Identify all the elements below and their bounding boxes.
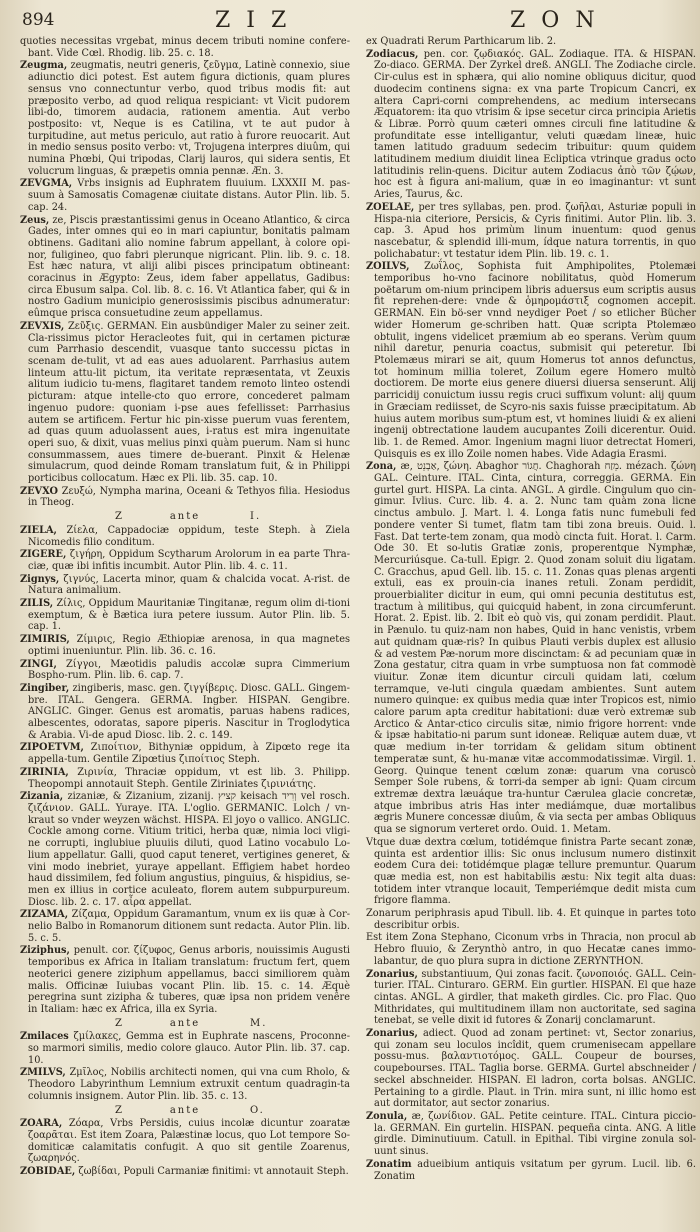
- entry-text: Ζευξώ, Nympha marina, Oceani & Tethyos filia. Hesiodus in Theog.: [28, 485, 350, 509]
- right-column: [366, 36, 696, 1183]
- dictionary-entry: [366, 461, 696, 836]
- dictionary-entry: [20, 36, 350, 59]
- dictionary-entry: [366, 49, 696, 201]
- entry-headword: Zona,: [366, 461, 397, 473]
- entry-text: æ, אַבְנֵט, ζώνη. Abaghor חֲגוֹר. Chaghorah מֵזַח. mézach. ζώνη GAL. Ceinture. ITAL. Cinta, cintura, correggia. GERMA. Ein gurtel gurt. HISPA. La cinta. ANGL. A girdle. Cingulum quo cin-gimur. Ivlius. Curc. lib. 4. a. 2. Nunc tam quàm zona licne cinctus ambulo. J. Mart. l. 4. Longa fatis nunc fumebuli fed pondere venter Si tumet, flatm tam tibi zona breuis. Ouid. l. Fast. Dat terte-tem zonam, qua modò cincta fuit. Horat. l. Carm. Ode 30. Et so-lutis Gratiæ zonis, properentque Nymphæ, Mercuriúsque. Ca-tull. Epigr. 2. Quod zonam soluit diu ligatam. C. Gracchus, apud Gell. lib. 15. c. 11. Zonas quas plenas argenti extuli, eas ex prouin-cia inanes retuli. Zonam perdidit, prouerbialiter dicitur in eum, qui omni pecunia destitutus est, tractum à militibus, qui quicquid habent, in zona circumferunt. Horat. 2. Epist. lib. 2. Ibit eò quò vis, qui zonam perdidit. Plaut. in Pænulo. tu quiz-nam non habes, Quid in hanc venistis, vrbem aut quidnam quæ-ris? In quibus Plauti verbis duplex est allusio & ad vestem Pæ-norum more discinctam: & ad pecuniam quæ in Zona gestatur, citra quam in vrbe sumptuosa non fat commodè viuitur. Zonæ item dicuntur circuli quidam lati, cœlum terramque, ve-luti cingula quædam ambientes. Sunt autem numero quinque: ex quibus media quæ inter Tropicos est, nimio calore parum apta creditur habitationi: duæ verò extremæ sub Arctico & Antar-ctico circulis sitæ, nimio frigore horrent: vnde & ipsæ habitatio-ni parum sunt idoneæ. Reliquæ autem duæ, vt quæ medium in-ter torridam & gelidam situm obtinent temperatæ sunt, & hu-manæ vitæ accommodatissimæ. Virgil. 1. Georg. Quinque tenent cœlum zonæ: quarum vna coruscò Semper Sole rubens, & torri-da semper ab igni: Quam circum extremæ dextra læuáque tra-huntur Cærulea glacie concretæ, atque imbribus atris Has inter mediámque, duæ mortalibus ægris Munere concessæ diuûm, & via secta per ambas Obliquus qua se signorum verteret ordo. Ouid. 1. Metam.: [374, 461, 696, 836]
- entry-text: Ζιποίτιον, Bithyniæ oppidum, à Zipœto rege ita appella-tum. Gentile Zipœtius ζιποίτιος Steph.: [28, 742, 350, 766]
- dictionary-entry: [20, 791, 350, 908]
- entry-text: penult. cor. ζίζυφος, Genus arboris, nouissimis Augusti temporibus ex Africa in Italiam translatum: fructum fert, quem neoterici genere ziziphum appellamus, bacci similiorem quàm malis. Officinæ Iuiubas vocant Plin. lib. 15. c. 14. Æquè peregrina sunt zizipha & tuberes, quæ ipsa non pridem venêre in Italiam: hæc ex Africa, illa ex Syria.: [28, 945, 350, 1015]
- entry-headword: ZIELA,: [20, 524, 57, 536]
- dictionary-entry: [20, 909, 350, 944]
- entry-headword: Zeus,: [20, 214, 50, 226]
- entry-text: per tres syllabas, pen. prod. ζωῆλαι, Asturiæ populi in Hispa-nia citeriore, Persicis, & Cyris finitimi. Autor Plin. lib. 3. cap. 3. Apud hos primùm linum inuentum: quod genus nascebatur, & splendid illi-mum, ídque natura torrentis, in quo polichabatur: vt testatur idem Plin. lib. 19. c. 1.: [374, 201, 696, 260]
- entry-text: Vrbs insignis ad Euphratem fluuium. LXXXII M. pas-suum à Samosatis Comagenæ ciuitate distans. Autor Plin. lib. 5. cap. 24.: [28, 178, 350, 213]
- entry-headword: Zonula,: [366, 1110, 408, 1122]
- entry-headword: ZMILVS,: [20, 1067, 66, 1079]
- divider-left: Z: [115, 1017, 124, 1029]
- dictionary-entry: [20, 659, 350, 682]
- entry-headword: ZEVXIS,: [20, 320, 65, 332]
- dictionary-entry: [20, 525, 350, 548]
- entry-text: zizaniæ, & Zizanium, zizanij. קציץ keisach וְרִיד vel rosch. ζιζάνιον. GALL. Yuraye. ITA. L'oglio. GERMANIC. Lolch / vn-kraut so vnder weyzen wächst. HISPA. El joyo o vallico. ANGLIC. Cockle among corne. Vitium tritici, herba quæ, nimia loci vligi-ne corrupti, inglubiue pluuiis diluti, quod Latino vocabulo Lo-lium appellatur. Galli, quod caput teneret, vertigines generet, & vini modo inebriet, yuraye appellant. Effigiem habet hordeo haud dissimilem, fed folium angustius, pinguius, & hispidius, se-men ex illius in cortice aculeato, florem autem subpurpureum. Diosc. lib. 2. c. 17. αἶρα appellat.: [28, 791, 350, 908]
- entry-headword: ZOARA,: [20, 1118, 63, 1130]
- dictionary-entry: [366, 1159, 696, 1182]
- entry-headword: ZINGI,: [20, 658, 57, 670]
- entry-text: Ζίλις, Oppidum Mauritaniæ Tingitanæ, regum olim di-tioni exemptum, & è Bætica iura petere iussum. Autor Plin. lib. 5. cap. 1.: [28, 598, 350, 633]
- entry-text: adueibium antiquis vsitatum per gyrum. Lucil. lib. 6. Zonatim: [374, 1158, 696, 1182]
- entry-text: pen. cor. ζῳδιακός. GAL. Zodiaque. ITA. & HISPAN. Zo-diaco. GERMA. Der Zyrkel dreß. ANGLI. The Zodiache circle. Cir-culus est in sphæra, qui alio nomine obliquus dicitur, quod duodecim continens signa: ex vna parte Tropicum Cancri, ex altera Capri-corni comprehendens, ac medium intersecans Æquatorem: ita quo vtrisim & ipse secetur circa principia Arietis & Libræ. Porrò quum cæteri omnes circuli fine latitudine & profunditate esse intelligantur, veluti quædam lineæ, huic tamen latitudo graduum sedecim tribuitur: quum quidem latitudinem medium diuidit linea Ecliptica vtrinque gradus octo latitudinis relin-quens. Dicitur autem Zodiacus ἀπὸ τῶν ζῴων, hoc est à figura ani-malium, quæ in eo imaginantur: vt sunt Aries, Taurus, &c.: [374, 48, 696, 201]
- entry-headword: ZEVXO: [20, 485, 59, 497]
- divider-left: Z: [115, 511, 124, 523]
- entry-text: Ζμῖλος, Nobilis architecti nomen, qui vna cum Rholo, & Theodoro Labyrinthum Lemnium extruxit centum quadragin-ta columnis insignem. Autor Plin. lib. 35. c. 13.: [28, 1067, 350, 1102]
- entry-text: ζιγήρη, Oppidum Scytharum Arolorum in ea parte Thra-ciæ, quæ ibi infitis incumbit. Autor Plin. lib. 4. c. 11.: [28, 549, 350, 572]
- section-divider: [20, 1018, 350, 1030]
- right-running-head: ZON: [510, 8, 611, 33]
- entry-text: ex Quadrati Rerum Parthicarum lib. 2.: [366, 36, 557, 47]
- entry-headword: ZOBIDAE,: [20, 1166, 76, 1178]
- entry-headword: Zingiber,: [20, 682, 70, 694]
- section-divider: [20, 1105, 350, 1117]
- entry-text: Ζιρινία, Thraciæ oppidum, vt est lib. 3. Philipp. Theopompi annotauit Steph. Gentile Ziriniates ζιρινιάτης.: [28, 766, 351, 790]
- dictionary-entry: [366, 1111, 696, 1158]
- left-running-head: ZIZ: [215, 8, 303, 33]
- dictionary-entry: [366, 837, 696, 907]
- page-number: 894: [22, 10, 55, 30]
- dictionary-entry: [20, 742, 350, 765]
- entry-text: Vtque duæ dextra cœlum, totidémque finistra Parte secant zonæ, quinta est ardentior illis: Sic onus inclusum numero distinxit eodem Cura dei: totidémque plagæ tellure premuntur. Quarum quæ media est, non est habitabilis æstu: Nix tegit alta duas: totidem inter vtranque locauit, Temperiémque dedit mista cum frigore flamma.: [366, 836, 696, 907]
- dictionary-entry: [366, 908, 696, 931]
- entry-headword: ZIPOETVM,: [20, 742, 84, 754]
- entry-headword: ZEVGMA,: [20, 178, 73, 190]
- entry-text: Ζίμιρις, Regio Æthiopiæ arenosa, in qua magnetes optimi inueniuntur. Plin. lib. 36. c. 16.: [28, 634, 350, 657]
- dictionary-entry: [366, 1028, 696, 1110]
- entry-headword: Zonarius,: [366, 968, 418, 980]
- entry-text: substantiuum, Qui zonas facit. ζωνοποιός. GALL. Cein-turier. ITAL. Cinturaro. GERM. Ein gurtler. HISPAN. El que haze cintas. ANGL. A girdler, that maketh girdles. Cic. pro Flac. Quo Mithridates, qui multitudinem illam non auctoritate, sed sagina tenebat, se velle dixit id futores & Zonarij conclamarunt.: [374, 968, 696, 1027]
- entry-text: quoties necessitas vrgebat, minus decem tributi nomine confere-bant. Vide Cœl. Rhodig. lib. 25. c. 18.: [20, 36, 350, 59]
- page-header: [0, 0, 700, 36]
- entry-headword: ZOELAE,: [366, 201, 415, 213]
- entry-text: Ζεῦξις. GERMAN. Ein ausbündiger Maler zu seiner zeit. Cla-rissimus pictor Heracleotes fuit, qui in certamen picturæ cum Parrhasio descendit, vuasque tanto successu pictas in scenam de-tulit, vt ad eas aues aduolarent. Parrhasius autem linteum attu-lit pictum, ita veritate repræsentata, vt Zeuxis alitum iudicio tu-mens, flagitaret tandem remoto linteo ostendi picturam: atque intelle-cto quo errore, concederet palmam ingenuo pudore: quoniam i-pse aues fefellisset: Parrhasius autem se artificem. Fertur hic pin-xisse puerum vuas ferentem, ad quas quum aduolassent aues, i-ratus est mira ingenuitate operi suo, & dixit, vuas melius pinxi quàm puerum. Nam si hunc consummassem, aues timere de-buerant. Pinxit & Helenæ simulacrum, quod deinde Romam translatum fuit, & in Philippi porticibus collocatum. Hæc ex Pli. lib. 35. cap. 10.: [28, 320, 351, 485]
- dictionary-entry: [20, 549, 350, 572]
- divider-mid: ante: [169, 1017, 201, 1029]
- entry-text: zeugmatis, neutri generis, ζεῦγμα, Latinè connexio, siue adiunctio dici potest. Est autem figura dictionis, quam plures sensus vno connectuntur verbo, quod tribus modis fit: aut præposito verbo, ad quod reliqua respiciant: vt Vicit pudorem libi-do, timorem audacia, rationem amentia. Aut verbo postposito: vt, Neque is es Catilina, vt te aut pudor à turpitudine, aut metus periculo, aut ratio à furore reuocarit. Aut in medio sensus posito verbo: vt, Trojugena interpres diuûm, qui numina Phœbi, Qui tripodas, Clarij lauros, qui sidera sentis, Et volucrum linguas, & præpetis omnia pennæ. Æn. 3.: [28, 60, 350, 177]
- dictionary-entry: [366, 36, 696, 48]
- entry-headword: Zonatim: [366, 1158, 412, 1170]
- divider-right: I.: [250, 511, 262, 523]
- entry-headword: Zmilaces: [20, 1031, 69, 1043]
- dictionary-entry: [20, 634, 350, 657]
- entry-headword: ZILIS,: [20, 598, 54, 610]
- divider-right: O.: [250, 1104, 265, 1116]
- dictionary-entry: [20, 1166, 350, 1178]
- entry-text: Ζόαρα, Vrbs Persidis, cuius incolæ dicuntur zoaratæ ζοαρᾶται. Est item Zoara, Palæstinæ locus, quo Lot tempore So-domiticæ calamitatis confugit. A quo sit gentile Zoarenus, ζωαρηνός.: [28, 1118, 350, 1165]
- divider-right: M.: [250, 1017, 268, 1029]
- entry-text: æ, ζωνίδιον. GAL. Petite ceinture. ITAL. Cintura piccio-la. GERMAN. Ein gurtelin. HISPAN. pequeña cinta. ANG. A litle girdle. Diminutiuum. Catull. in Epithal. Tibi virgine zonula sol-uunt sinus.: [374, 1110, 697, 1158]
- entry-text: Ζίγγοι, Mæotidis paludis accolæ supra Cimmerium Bospho-rum. Plin. lib. 6. cap. 7.: [28, 658, 350, 682]
- dictionary-entry: [20, 60, 350, 177]
- dictionary-entry: [20, 574, 350, 597]
- entry-headword: ZIMIRIS,: [20, 634, 70, 646]
- entry-headword: ZIGERE,: [20, 549, 67, 561]
- section-divider: [20, 511, 350, 523]
- entry-headword: Zeugma,: [20, 60, 68, 72]
- entry-text: Ζίελα, Cappadociæ oppidum, teste Steph. à Ziela Nicomedis filio conditum.: [28, 524, 350, 548]
- entry-headword: Zizania,: [20, 791, 64, 803]
- divider-mid: ante: [169, 1104, 201, 1116]
- dictionary-entry: [366, 932, 696, 967]
- entry-text: ζιγνύς, Lacerta minor, quam & chalcida vocat. A-rist. de Natura animalium.: [28, 573, 350, 597]
- dictionary-entry: [20, 1031, 350, 1066]
- dictionary-entry: [20, 683, 350, 742]
- dictionary-entry: [20, 945, 350, 1015]
- entry-text: Ζίζαμα, Oppidum Garamantum, vnum ex iis quæ à Cor-nelio Balbo in Romanorum ditionem sunt redacta. Autor Plin. lib. 5. c. 5.: [28, 909, 350, 944]
- dictionary-entry: [366, 202, 696, 261]
- entry-text: ζμίλακες, Gemma est in Euphrate nascens, Proconne-so marmori similis, medio colore glauco. Autor Plin. lib. 37. cap. 10.: [28, 1031, 350, 1066]
- entry-text: ζωβίδαι, Populi Carmaniæ finitimi: vt annotauit Steph.: [78, 1166, 349, 1178]
- dictionary-entry: [20, 1118, 350, 1165]
- entry-text: zingiberis, masc. gen. ζιγγίβερις. Diosc. GALL. Gingem-bre. ITAL. Gengera. GERMA. Ingber. HISPAN. Gengibre. ANGLIC. Ginger. Genus est aromatis, paruas habens radices, albescentes, odoratas, sapore piperis. Nascitur in Troglodytica & Arabia. Vi-de apud Diosc. lib. 2. c. 149.: [28, 682, 350, 741]
- entry-headword: ZOILVS,: [366, 261, 410, 273]
- entry-headword: Zodiacus,: [366, 48, 419, 60]
- dictionary-entry: [20, 215, 350, 320]
- dictionary-entry: [20, 1067, 350, 1102]
- entry-text: Est item Zona Stephano, Ciconum vrbs in Thracia, non procul ab Hebro fluuio, & Zerynthò antro, in quo Hecatæ canes immo-labantur, de quo plura supra in dictione ZERYNTHON.: [366, 932, 696, 967]
- dictionary-entry: [366, 261, 696, 460]
- dictionary-entry: [20, 598, 350, 633]
- left-column: [20, 36, 350, 1179]
- dictionary-entry: [20, 486, 350, 509]
- entry-text: Zonarum periphrasis apud Tibull. lib. 4. Et quinque in partes toto describitur orbis.: [366, 908, 696, 931]
- divider-left: Z: [115, 1104, 124, 1116]
- dictionary-entry: [20, 178, 350, 213]
- entry-text: ze, Piscis præstantissimi genus in Oceano Atlantico, & circa Gades, inter omnes qui eo in mari capiuntur, bonitatis palmam obtinens. Gaditani alio nomine fabrum appellant, à colore opi-nor, fuligineo, quo fabri plerunque nigricant. Plin. lib. 9. c. 18. Est hæc natura, vt aliji alibi pisces principatum obtineant: coracinus in Ægypto: Zeus, idem faber appellatus, Gadibus: circa Ebusum salpa. Col. lib. 8. c. 16. Vt Atlantica faber, qui & in nostro Gadium municipio generosissimis piscibus adnumeratur: eûmque prisca consuetudine zeum appellamus.: [28, 214, 350, 320]
- entry-headword: Zignys,: [20, 573, 60, 585]
- divider-mid: ante: [169, 511, 201, 523]
- entry-headword: Ziziphus,: [20, 945, 70, 957]
- dictionary-entry: [20, 767, 350, 790]
- entry-headword: Zonarius,: [366, 1028, 418, 1040]
- entry-text: adiect. Quod ad zonam pertinet: vt, Sector zonarius, qui zonam seu loculos incîdit, quem crumenisecam appellare possu-mus. βαλαντιοτόμος. GALL. Coupeur de bourses, coupebourses. ITAL. Taglia borse. GERMA. Gurtel abschneider / seckel abschneider. HISPAN. El ladron, corta bolsas. ANGLIC. Pertaining to a girdle. Plaut. in Trin. mira sunt, ni illic homo est aut dormitator, aut sector zonarius.: [374, 1028, 696, 1110]
- dictionary-entry: [366, 969, 696, 1028]
- entry-headword: ZIRINIA,: [20, 766, 69, 778]
- dictionary-entry: [20, 321, 350, 485]
- entry-headword: ZIZAMA,: [20, 909, 69, 921]
- entry-text: Ζωΐλος, Sophista fuit Amphipolites, Ptolemæi temporibus ho-vno facinore nobilitatus, quòd Homerum poëtarum om-nium principem libris aduersus eum scriptis ausus fit reprehen-dere: vnde & ὁμηρομάστιξ cognomen accepit. GERMAN. Ein bö-ser vnnd neydiger Poet / so etlicher Bücher wider Homerum ge-schriben hatt. Quæ scripta Ptolemæo obtulit, ingens videlicet præmium ab eo sperans. Verùm quum nihil daretur, penuria coactus, submisit qui peteretur. Ibi Ptolemæus mirari se ait, quum Homerus tot annos defunctus, tot hominum millia toleret, Zoilum egere Homero multò doctiorem. De morte eius genere diuersi diuersa senserunt. Alij parricidij conuictum iussu regis cruci suffixum volunt: alij quum in Græciam rediisset, de Scyro-nis saxis fuisse præcipitatum. Ab huius autem moribus sum-ptum est, vt homines liuidi & ex alieni ingenij obtrectatione laudem aucupantes Zoili dicerentur. Ouid. lib. 1. de Remed. Amor. Ingenium magni liuor detrectat Homeri, Quisquis es ex illo Zoile nomen habes. Vide Adagia Erasmi.: [374, 261, 696, 460]
